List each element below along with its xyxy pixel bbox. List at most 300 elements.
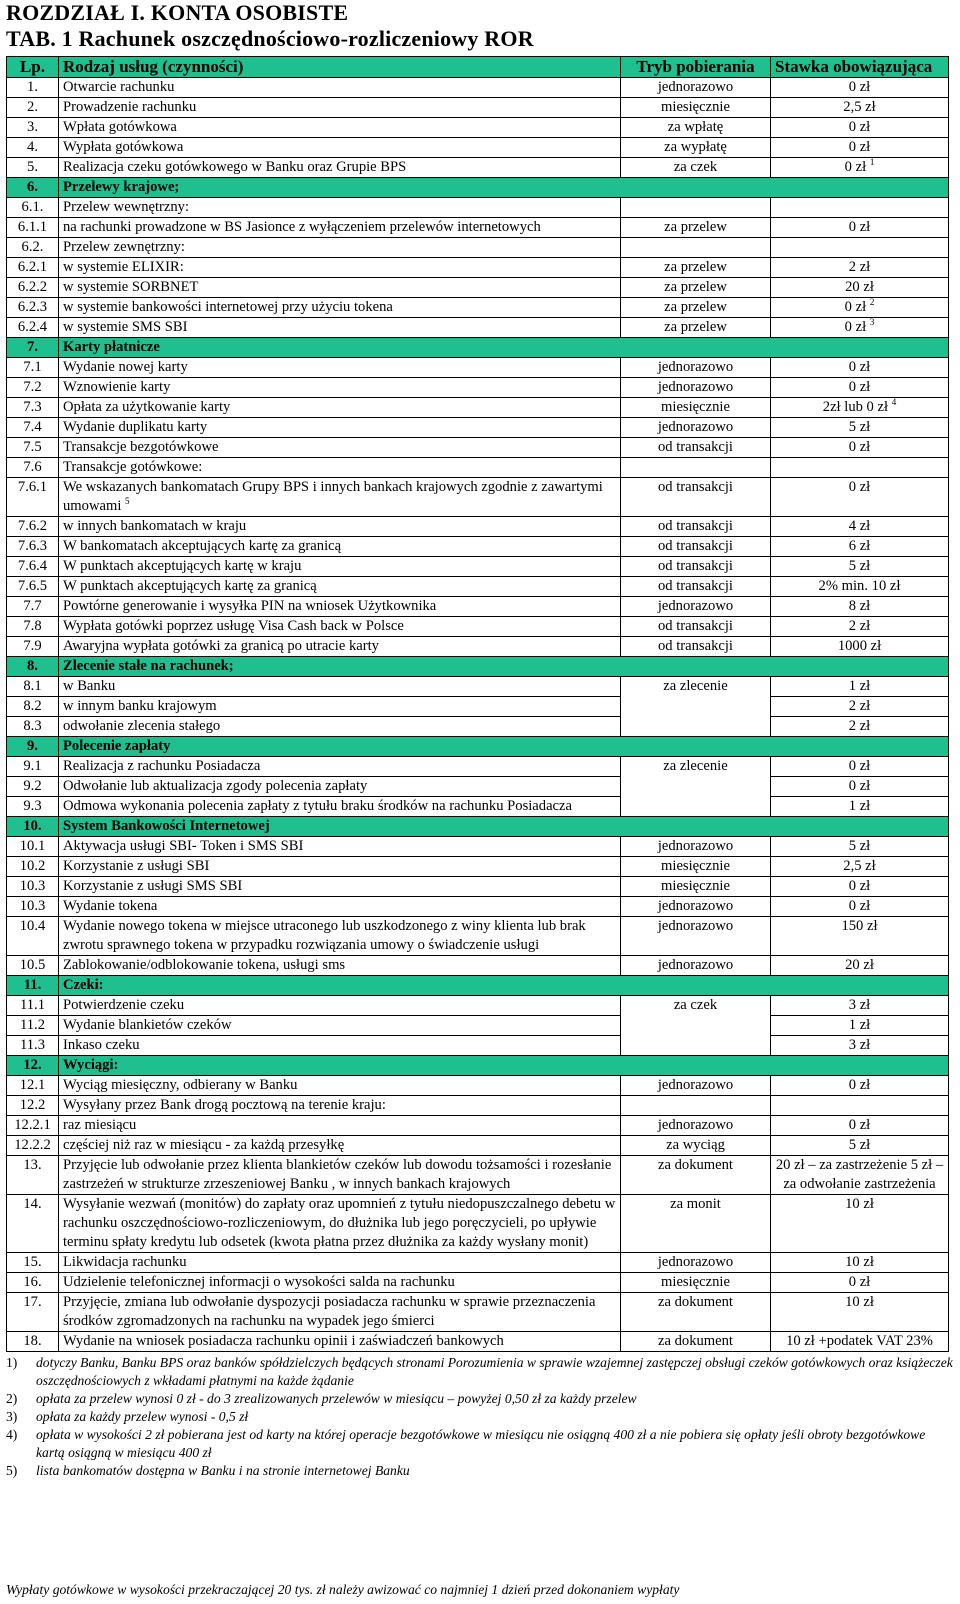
row-rate: [771, 258, 949, 278]
footnote-ref: 3: [869, 317, 875, 328]
row-service-text: Realizacja z rachunku Posiadacza: [63, 758, 261, 774]
row-mode: za przelew: [621, 258, 771, 278]
section-row: [7, 737, 949, 757]
row-lp: 12.2: [7, 1096, 59, 1116]
row-service-text: częściej niż raz w miesiącu - za każdą przesyłkę: [63, 1137, 345, 1153]
table-row: [7, 757, 949, 777]
row-lp: 10.4: [7, 917, 59, 956]
row-service-text: Udzielenie telefonicznej informacji o wysokości salda na rachunku: [63, 1274, 455, 1290]
table-row: [7, 1156, 949, 1195]
row-service-text: Przyjęcie lub odwołanie przez klienta blankietów czeków lub dowodu tożsamości i rozesłanie zastrzeżeń w strukturze zrzeszeniowej Banku , w innych bankach krajowych: [63, 1157, 612, 1192]
row-rate: [771, 517, 949, 537]
section-row: [7, 338, 949, 358]
row-service: [59, 857, 621, 877]
row-mode: jednorazowo: [621, 917, 771, 956]
row-service-text: Wpłata gotówkowa: [63, 119, 177, 135]
row-rate-text: 1 zł: [848, 798, 871, 814]
table-body: [7, 78, 949, 1352]
header-mode: Tryb pobierania: [621, 57, 771, 78]
row-lp: 8.1: [7, 677, 59, 697]
table-row: [7, 78, 949, 98]
row-service-text: Wypłata gotówki poprzez usługę Visa Cash back w Polsce: [63, 618, 404, 634]
section-title: System Bankowości Internetowej: [59, 817, 949, 837]
row-rate: [771, 757, 949, 777]
row-rate-text: 10 zł: [845, 1294, 874, 1310]
row-service: [59, 1136, 621, 1156]
row-mode: miesięcznie: [621, 1273, 771, 1293]
row-rate-text: 2,5 zł: [843, 99, 876, 115]
row-lp: 16.: [7, 1273, 59, 1293]
section-row: [7, 1056, 949, 1076]
table-row: [7, 398, 949, 418]
section-row: [7, 976, 949, 996]
row-rate-text: 1 zł: [848, 678, 871, 694]
row-rate-text: 0 zł: [848, 439, 871, 455]
row-service-text: Powtórne generowanie i wysyłka PIN na wniosek Użytkownika: [63, 598, 437, 614]
table-row: [7, 697, 949, 717]
table-row: [7, 857, 949, 877]
row-mode: [621, 1096, 771, 1116]
row-rate-text: 5 zł: [848, 1137, 871, 1153]
row-lp: 6.2.2: [7, 278, 59, 298]
row-rate-text: 0 zł: [848, 758, 871, 774]
section-title: Zlecenie stałe na rachunek;: [59, 657, 949, 677]
row-rate-text: 20 zł: [845, 279, 874, 295]
row-mode: [621, 238, 771, 258]
row-lp: 11.: [7, 976, 59, 996]
row-rate: [771, 398, 949, 418]
row-service: [59, 418, 621, 438]
row-mode: od transakcji: [621, 577, 771, 597]
footnote-text: dotyczy Banku, Banku BPS oraz banków spółdzielczych będących stronami Porozumienia w sprawie wzajemnej zastępczej obsługi czeków gotówkowych oraz książeczek oszczędnościowych z wkładami płatnymi na każde żądanie: [36, 1355, 953, 1388]
row-lp: 14.: [7, 1195, 59, 1253]
table-header-row: [7, 57, 949, 78]
row-service-text: Przelew zewnętrzny:: [63, 239, 185, 255]
row-rate: [771, 1116, 949, 1136]
footnote: [6, 1462, 954, 1480]
row-rate: [771, 298, 949, 318]
row-lp: 12.2.1: [7, 1116, 59, 1136]
table-row: [7, 318, 949, 338]
footnote: [6, 1390, 954, 1408]
row-lp: 8.: [7, 657, 59, 677]
row-service: [59, 897, 621, 917]
row-mode: od transakcji: [621, 637, 771, 657]
table-row: [7, 1096, 949, 1116]
row-rate-text: 0 zł: [844, 319, 867, 335]
footnote: [6, 1408, 954, 1426]
section-title: Przelewy krajowe;: [59, 178, 949, 198]
row-rate: [771, 777, 949, 797]
header-lp: Lp.: [7, 57, 59, 78]
row-service-text: Aktywacja usługi SBI- Token i SMS SBI: [63, 838, 304, 854]
table-row: [7, 278, 949, 298]
row-rate-text: 2zł lub 0 zł: [822, 399, 889, 415]
table-row: [7, 577, 949, 597]
row-service: [59, 238, 621, 258]
row-service: [59, 318, 621, 338]
row-service: [59, 98, 621, 118]
row-rate-text: 4 zł: [848, 518, 871, 534]
row-rate-text: 0 zł: [848, 479, 871, 495]
row-service: [59, 1332, 621, 1352]
row-lp: 10.: [7, 817, 59, 837]
row-mode: za wyciąg: [621, 1136, 771, 1156]
row-lp: 7.: [7, 338, 59, 358]
row-service: [59, 138, 621, 158]
table-row: [7, 877, 949, 897]
footnote-number: 5): [6, 1463, 18, 1478]
row-lp: 6.2.4: [7, 318, 59, 338]
row-service: [59, 1195, 621, 1253]
row-service-text: Zablokowanie/odblokowanie tokena, usługi sms: [63, 957, 346, 973]
row-service: [59, 577, 621, 597]
table-row: [7, 158, 949, 178]
row-rate: [771, 857, 949, 877]
row-mode: za dokument: [621, 1156, 771, 1195]
row-rate: [771, 996, 949, 1016]
row-service-text: Inkaso czeku: [63, 1037, 140, 1053]
row-rate: [771, 98, 949, 118]
table-row: [7, 996, 949, 1016]
table-row: [7, 557, 949, 577]
row-mode: jednorazowo: [621, 897, 771, 917]
footnotes: [6, 1354, 954, 1480]
row-rate: [771, 1016, 949, 1036]
table-row: [7, 1273, 949, 1293]
row-lp: 6.2.3: [7, 298, 59, 318]
row-lp: 7.6.2: [7, 517, 59, 537]
row-mode: od transakcji: [621, 438, 771, 458]
row-service: [59, 637, 621, 657]
row-service: [59, 118, 621, 138]
row-service: [59, 298, 621, 318]
row-mode: za czek: [621, 158, 771, 178]
row-lp: 3.: [7, 118, 59, 138]
table-row: [7, 98, 949, 118]
footnote: [6, 1426, 954, 1462]
row-mode: za dokument: [621, 1332, 771, 1352]
row-rate-text: 0 zł: [848, 1077, 871, 1093]
table-row: [7, 917, 949, 956]
row-rate: [771, 557, 949, 577]
row-rate-text: 3 zł: [848, 997, 871, 1013]
row-lp: 15.: [7, 1253, 59, 1273]
row-rate: [771, 637, 949, 657]
row-mode: miesięcznie: [621, 398, 771, 418]
row-rate: [771, 897, 949, 917]
row-service: [59, 478, 621, 517]
chapter-title: ROZDZIAŁ I. KONTA OSOBISTE: [6, 0, 349, 25]
row-service-text: w systemie ELIXIR:: [63, 259, 184, 275]
table-row: [7, 478, 949, 517]
row-service: [59, 1036, 621, 1056]
row-lp: 7.7: [7, 597, 59, 617]
section-title: Karty płatnicze: [59, 338, 949, 358]
row-rate-text: 0 zł: [848, 778, 871, 794]
row-mode: od transakcji: [621, 478, 771, 517]
row-rate: [771, 358, 949, 378]
row-service: [59, 757, 621, 777]
table-row: [7, 797, 949, 817]
table-row: [7, 956, 949, 976]
row-lp: 12.1: [7, 1076, 59, 1096]
table-row: [7, 837, 949, 857]
row-rate-text: 0 zł: [848, 219, 871, 235]
table-title: TAB. 1 Rachunek oszczędnościowo-rozliczeniowy ROR: [6, 26, 534, 51]
row-lp: 10.3: [7, 897, 59, 917]
row-service: [59, 557, 621, 577]
row-mode: miesięcznie: [621, 877, 771, 897]
footnote-text: opłata za przelew wynosi 0 zł - do 3 zrealizowanych przelewów w miesiącu – powyżej 0,50 zł za każdy przelew: [36, 1391, 637, 1406]
row-service: [59, 1253, 621, 1273]
row-service-text: Odmowa wykonania polecenia zapłaty z tytułu braku środków na rachunku Posiadacza: [63, 798, 572, 814]
row-mode: za zlecenie: [621, 757, 771, 817]
row-service-text: Przelew wewnętrzny:: [63, 199, 190, 215]
row-lp: 9.: [7, 737, 59, 757]
row-service: [59, 677, 621, 697]
table-row: [7, 198, 949, 218]
table-row: [7, 1195, 949, 1253]
row-lp: 9.3: [7, 797, 59, 817]
row-mode: za czek: [621, 996, 771, 1056]
table-row: [7, 458, 949, 478]
row-mode: jednorazowo: [621, 78, 771, 98]
row-service-text: Wydanie tokena: [63, 898, 158, 914]
row-service-text: na rachunki prowadzone w BS Jasionce z wyłączeniem przelewów internetowych: [63, 219, 541, 235]
table-row: [7, 777, 949, 797]
row-lp: 7.8: [7, 617, 59, 637]
row-rate: [771, 1036, 949, 1056]
row-lp: 6.1.1: [7, 218, 59, 238]
table-row: [7, 358, 949, 378]
footnote-ref: 1: [869, 157, 875, 168]
row-service-text: Wydanie duplikatu karty: [63, 419, 208, 435]
row-service-text: Wydanie na wniosek posiadacza rachunku opinii i zaświadczeń bankowych: [63, 1333, 504, 1349]
row-rate-text: 8 zł: [848, 598, 871, 614]
row-lp: 10.5: [7, 956, 59, 976]
row-lp: 7.9: [7, 637, 59, 657]
section-row: [7, 178, 949, 198]
row-rate: [771, 78, 949, 98]
table-row: [7, 378, 949, 398]
row-mode: za przelew: [621, 218, 771, 238]
row-service: [59, 996, 621, 1016]
row-rate: [771, 138, 949, 158]
table-row: [7, 517, 949, 537]
row-lp: 7.2: [7, 378, 59, 398]
table-row: [7, 717, 949, 737]
row-lp: 10.2: [7, 857, 59, 877]
row-rate-text: 10 zł: [845, 1196, 874, 1212]
row-service-text: Likwidacja rachunku: [63, 1254, 187, 1270]
footnote-text: opłata w wysokości 2 zł pobierana jest od karty na której operacje bezgotówkowe w miesiącu nie osiągną 400 zł a nie pobiera się opłaty jeśli obroty bezgotówkowe kartą osiągną w miesiącu 400 zł: [36, 1427, 926, 1460]
row-service: [59, 78, 621, 98]
row-rate-text: 2 zł: [848, 259, 871, 275]
row-rate: [771, 1136, 949, 1156]
document: [6, 0, 954, 1480]
row-rate-text: 10 zł +podatek VAT 23%: [786, 1333, 933, 1349]
row-service: [59, 797, 621, 817]
row-service: [59, 358, 621, 378]
header-rate: Stawka obowiązująca: [771, 57, 949, 78]
row-service-text: Awaryjna wypłata gotówki za granicą po utracie karty: [63, 638, 379, 654]
row-service-text: w innym banku krajowym: [63, 698, 217, 714]
row-lp: 7.6.4: [7, 557, 59, 577]
row-rate: [771, 917, 949, 956]
row-rate-text: 150 zł: [841, 918, 878, 934]
row-lp: 12.: [7, 1056, 59, 1076]
row-mode: za wpłatę: [621, 118, 771, 138]
row-rate-text: 0 zł: [848, 878, 871, 894]
row-rate: [771, 837, 949, 857]
table-row: [7, 1116, 949, 1136]
row-service: [59, 1273, 621, 1293]
row-rate: [771, 378, 949, 398]
row-rate: [771, 697, 949, 717]
row-lp: 8.3: [7, 717, 59, 737]
row-rate-text: 0 zł: [848, 1274, 871, 1290]
row-rate-text: 0 zł: [848, 79, 871, 95]
row-service: [59, 537, 621, 557]
section-title: Czeki:: [59, 976, 949, 996]
row-rate-text: 2 zł: [848, 718, 871, 734]
row-rate-text: 5 zł: [848, 838, 871, 854]
row-service-text: w Banku: [63, 678, 116, 694]
table-row: [7, 1076, 949, 1096]
footnote-text: opłata za każdy przelew wynosi - 0,5 zł: [36, 1409, 249, 1424]
row-service-text: w systemie SORBNET: [63, 279, 199, 295]
row-mode: [621, 458, 771, 478]
row-rate: [771, 478, 949, 517]
row-rate-text: 5 zł: [848, 419, 871, 435]
row-rate: [771, 1096, 949, 1116]
row-lp: 7.4: [7, 418, 59, 438]
section-row: [7, 657, 949, 677]
footnote-text: lista bankomatów dostępna w Banku i na stronie internetowej Banku: [36, 1463, 410, 1478]
row-service: [59, 398, 621, 418]
row-mode: jednorazowo: [621, 1076, 771, 1096]
row-service: [59, 877, 621, 897]
row-service: [59, 617, 621, 637]
row-rate: [771, 198, 949, 218]
row-mode: jednorazowo: [621, 358, 771, 378]
row-lp: 10.1: [7, 837, 59, 857]
row-mode: za wypłatę: [621, 138, 771, 158]
table-row: [7, 1332, 949, 1352]
row-mode: miesięcznie: [621, 98, 771, 118]
row-service-text: odwołanie zlecenia stałego: [63, 718, 221, 734]
row-lp: 9.1: [7, 757, 59, 777]
row-service-text: W punktach akceptujących kartę za granicą: [63, 578, 317, 594]
row-lp: 13.: [7, 1156, 59, 1195]
footnote: [6, 1354, 954, 1390]
row-service: [59, 458, 621, 478]
row-service-text: Wznowienie karty: [63, 379, 171, 395]
row-rate: [771, 577, 949, 597]
row-service-text: Transakcje bezgotówkowe: [63, 439, 219, 455]
row-service: [59, 517, 621, 537]
row-service: [59, 1096, 621, 1116]
row-rate-text: 20 zł – za zastrzeżenie 5 zł – za odwołanie zastrzeżenia: [775, 1157, 944, 1192]
row-service: [59, 1293, 621, 1332]
row-service: [59, 218, 621, 238]
row-service: [59, 438, 621, 458]
row-mode: za dokument: [621, 1293, 771, 1332]
table-row: [7, 138, 949, 158]
row-rate: [771, 1195, 949, 1253]
row-lp: 7.3: [7, 398, 59, 418]
row-rate: [771, 458, 949, 478]
table-row: [7, 597, 949, 617]
row-lp: 17.: [7, 1293, 59, 1332]
row-mode: za przelew: [621, 318, 771, 338]
row-service-text: Korzystanie z usługi SMS SBI: [63, 878, 243, 894]
row-rate: [771, 158, 949, 178]
row-service-text: Wyciąg miesięczny, odbierany w Banku: [63, 1077, 298, 1093]
row-service: [59, 198, 621, 218]
table-row: [7, 118, 949, 138]
row-service-text: Wysyłanie wezwań (monitów) do zapłaty oraz upomnień z tytułu niedopuszczalnego debetu w rachunku oszczędnościowo-rozliczeniowym, do dłużnika lub jego poręczycieli, po upływie terminu spłaty kredytu lub odsetek (kwota płatna przez dłużnika za każdy wysłany monit): [63, 1196, 616, 1250]
row-service: [59, 278, 621, 298]
row-lp: 12.2.2: [7, 1136, 59, 1156]
row-mode: od transakcji: [621, 517, 771, 537]
footnote-number: 2): [6, 1391, 18, 1406]
table-row: [7, 218, 949, 238]
table-row: [7, 537, 949, 557]
row-service-text: Odwołanie lub aktualizacja zgody polecenia zapłaty: [63, 778, 368, 794]
row-mode: jednorazowo: [621, 597, 771, 617]
row-rate: [771, 1273, 949, 1293]
row-mode: jednorazowo: [621, 1116, 771, 1136]
row-service-text: w systemie bankowości internetowej przy użyciu tokena: [63, 299, 393, 315]
row-rate: [771, 1332, 949, 1352]
row-service-text: W bankomatach akceptujących kartę za granicą: [63, 538, 342, 554]
row-rate-text: 10 zł: [845, 1254, 874, 1270]
row-rate: [771, 597, 949, 617]
row-rate-text: 0 zł: [848, 359, 871, 375]
row-service: [59, 597, 621, 617]
row-service: [59, 1116, 621, 1136]
section-title: Polecenie zapłaty: [59, 737, 949, 757]
row-service: [59, 1076, 621, 1096]
section-title: Wyciągi:: [59, 1056, 949, 1076]
row-service: [59, 717, 621, 737]
row-rate-text: 0 zł: [844, 299, 867, 315]
row-rate: [771, 617, 949, 637]
row-rate-text: 3 zł: [848, 1037, 871, 1053]
row-rate: [771, 418, 949, 438]
row-rate: [771, 1293, 949, 1332]
row-service-text: w systemie SMS SBI: [63, 319, 188, 335]
row-rate: [771, 218, 949, 238]
table-row: [7, 617, 949, 637]
row-lp: 7.5: [7, 438, 59, 458]
row-mode: za przelew: [621, 278, 771, 298]
row-service-text: W punktach akceptujących kartę w kraju: [63, 558, 302, 574]
row-service-text: Prowadzenie rachunku: [63, 99, 197, 115]
row-service-text: Wysyłany przez Bank drogą pocztową na terenie kraju:: [63, 1097, 386, 1113]
row-rate-text: 0 zł: [848, 379, 871, 395]
row-rate-text: 1000 zł: [837, 638, 882, 654]
table-row: [7, 1293, 949, 1332]
footnote-number: 3): [6, 1409, 18, 1424]
row-lp: 7.6.5: [7, 577, 59, 597]
row-rate: [771, 877, 949, 897]
row-service-text: w innych bankomatach w kraju: [63, 518, 247, 534]
row-lp: 7.1: [7, 358, 59, 378]
row-lp: 5.: [7, 158, 59, 178]
